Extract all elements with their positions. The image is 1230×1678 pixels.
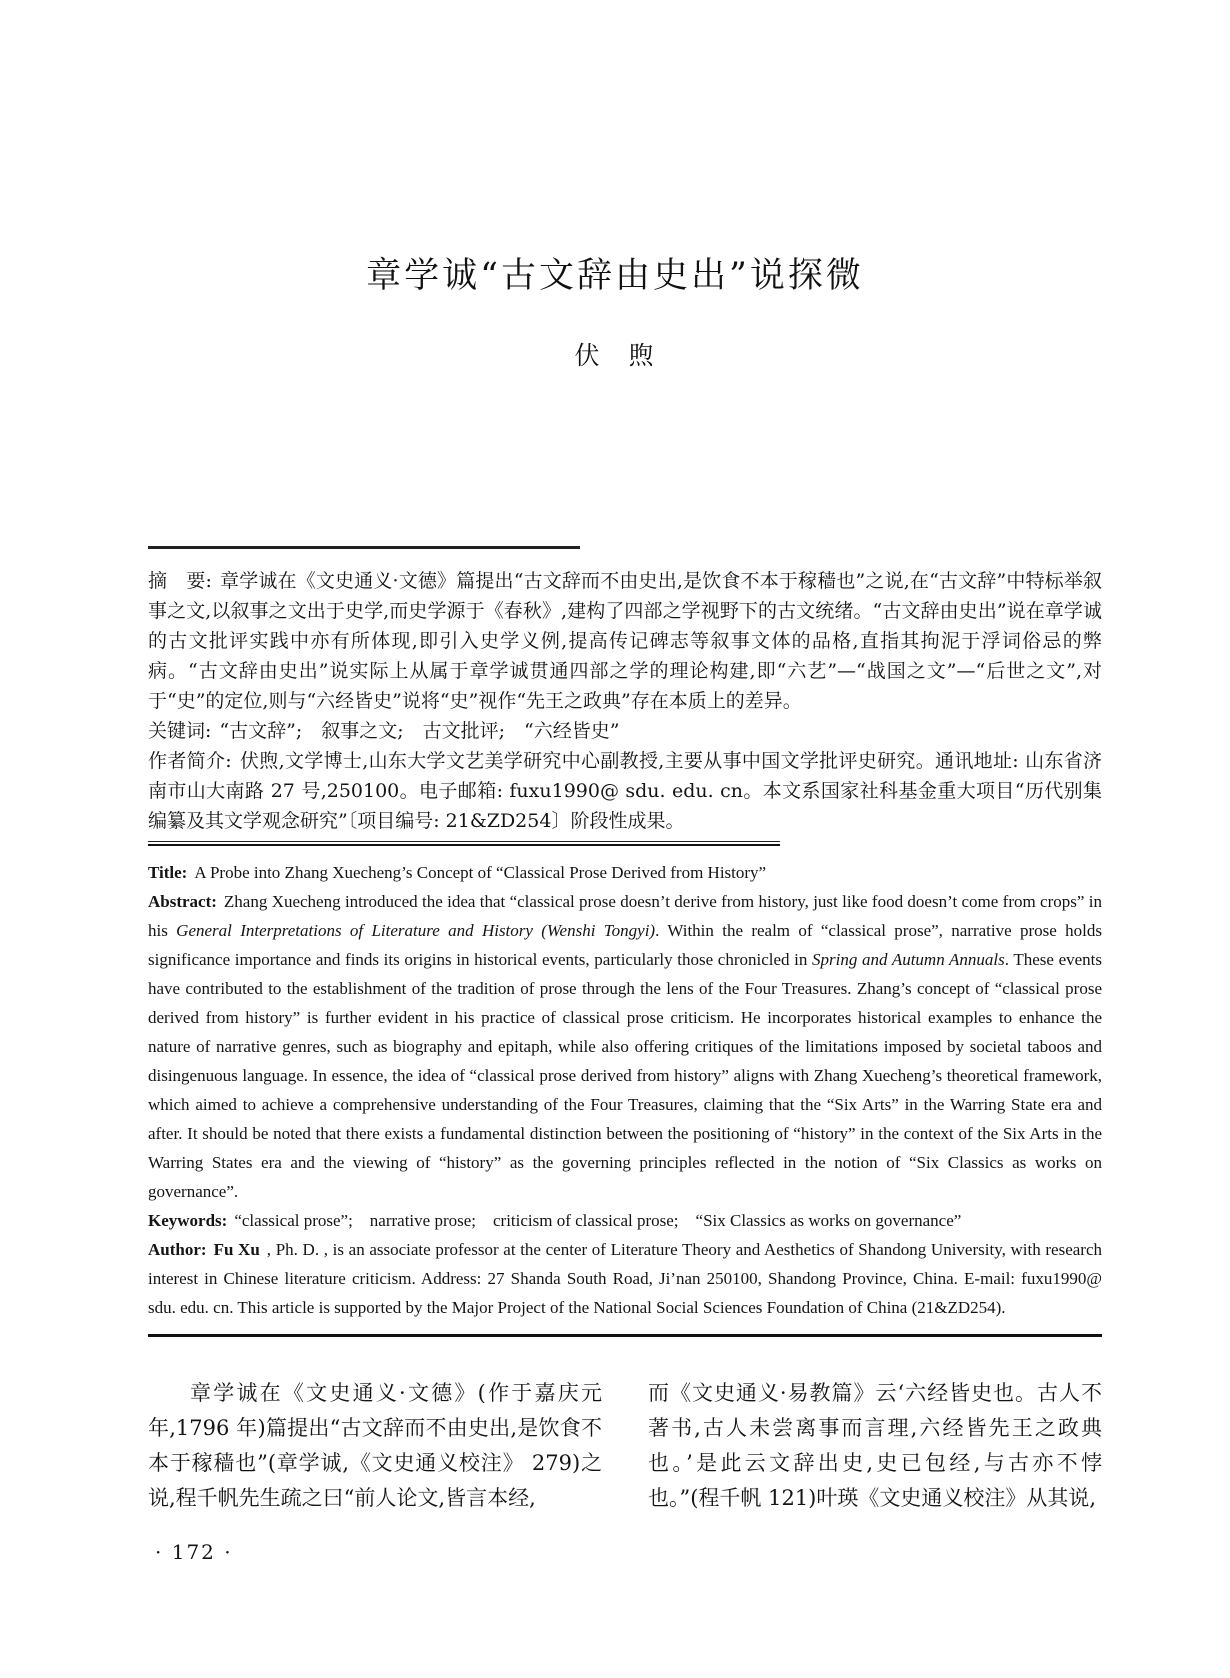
chinese-author-bio — [148, 746, 1102, 836]
chinese-front-matter — [148, 566, 1102, 836]
body-column-right — [648, 1376, 1102, 1516]
page-number: · 172 · — [155, 1540, 233, 1564]
english-abstract — [148, 887, 1102, 1206]
abstract-separator-rule — [148, 546, 580, 549]
chinese-abstract-label: 摘 要: — [148, 570, 212, 592]
chinese-keywords — [148, 716, 1102, 746]
english-abstract-label: Abstract: — [148, 892, 217, 911]
chinese-abstract-text: 章学诚在《文史通义·文德》篇提出“古文辞而不由史出,是饮食不本于稼穑也”之说,在“古文辞”中特标举叙事之文,以叙事之文出于史学,而史学源于《春秋》,建构了四部之学视野下的古文统绪。“古文辞由史出”说在章学诚的古文批评实践中亦有所体现,即引入史学义例,提高传记碑志等叙事文体的品格,直指其拘泥于浮词俗忌的弊病。“古文辞由史出”说实际上从属于章学诚贯通四部之学的理论构建,即“六艺”—“战国之文”—“后世之文”,对于“史”的定位,则与“六经皆史”说将“史”视作“先王之政典”存在本质上的差异。 — [148, 570, 1102, 712]
english-author-bio — [148, 1235, 1102, 1322]
chinese-author-label: 作者简介: — [148, 750, 232, 772]
chinese-keywords-text: “古文辞”; 叙事之文; 古文批评; “六经皆史” — [219, 720, 620, 742]
body-right-paragraph: 而《文史通义·易教篇》云‘六经皆史也。古人不著书,古人未尝离事而言理,六经皆先王之政典也。’是此云文辞出史,史已包经,与古亦不悖也。”(程千帆 121)叶瑛《文史通义校注》从其说, — [648, 1381, 1102, 1510]
english-abstract-text: Zhang Xuecheng introduced the idea that “classical prose doesn’t derive from history, just like food doesn’t come from crops” in his General Interpretations of Literature and History (Wenshi Tongyi). Within the realm of “classical prose”, narrative prose holds significance importance and finds its origins in historical events, particularly those chronicled in Spring and Autumn Annuals. These events have contributed to the establishment of the tradition of prose through the lens of the Four Treasures. Zhang’s concept of “classical prose derived from history” is further evident in his practice of classical prose criticism. He incorporates historical examples to enhance the nature of narrative genres, such as biography and epitaph, while also offering critiques of the limitations imposed by societal taboos and disingenuous language. In essence, the idea of “classical prose derived from history” aligns with Zhang Xuecheng’s theoretical framework, which aimed to achieve a comprehensive understanding of the Four Treasures, claiming that the “Six Arts” in the Warring State era and after. It should be noted that there exists a fundamental distinction between the positioning of “history” in the context of the Six Arts in the Warring States era and the viewing of “history” as the governing principles reflected in the notion of “Six Classics as works on governance”. — [148, 892, 1102, 1201]
english-section-rule — [148, 841, 780, 846]
english-keywords — [148, 1206, 1102, 1235]
body-text-columns — [148, 1376, 1102, 1516]
english-title — [148, 858, 1102, 887]
author-name: 伏 煦 — [574, 341, 656, 370]
english-keywords-label: Keywords: — [148, 1211, 228, 1230]
english-front-matter — [148, 858, 1102, 1322]
english-title-text: A Probe into Zhang Xuecheng’s Concept of “Classical Prose Derived from History” — [194, 863, 767, 882]
page-title: 章学诚“古文辞由史出”说探微 — [366, 256, 864, 296]
english-keywords-text: “classical prose”; narrative prose; criticism of classical prose; “Six Classics as works on governance” — [234, 1211, 962, 1230]
body-left-paragraph: 章学诚在《文史通义·文德》(作于嘉庆元年,1796 年)篇提出“古文辞而不由史出,是饮食不本于稼穑也”(章学诚,《文史通义校注》 279)之说,程千帆先生疏之曰“前人论文,皆言本经, — [148, 1381, 602, 1510]
chinese-abstract — [148, 566, 1102, 716]
body-divider-rule — [148, 1334, 1102, 1337]
english-author-label: Author: — [148, 1240, 207, 1259]
english-title-label: Title: — [148, 863, 188, 882]
english-author-text: , Ph. D. , is an associate professor at the center of Literature Theory and Aesthetics of Shandong University, with research interest in Chinese literature criticism. Address: 27 Shanda South Road, Ji’nan 250100, Shandong Province, China. E-mail: fuxu1990@ sdu. edu. cn. This article is supported by the Major Project of the National Social Sciences Foundation of China (21&ZD254). — [148, 1240, 1102, 1317]
chinese-keywords-label: 关键词: — [148, 720, 212, 742]
english-author-name: Fu Xu — [213, 1240, 260, 1259]
chinese-author-text: 伏煦,文学博士,山东大学文艺美学研究中心副教授,主要从事中国文学批评史研究。通讯地址: 山东省济南市山大南路 27 号,250100。电子邮箱: fuxu1990@ sdu. edu. cn。本文系国家社科基金重大项目“历代别集编纂及其文学观念研究”〔项目编号: 21&ZD254〕阶段性成果。 — [148, 750, 1103, 832]
body-column-left — [148, 1376, 602, 1516]
